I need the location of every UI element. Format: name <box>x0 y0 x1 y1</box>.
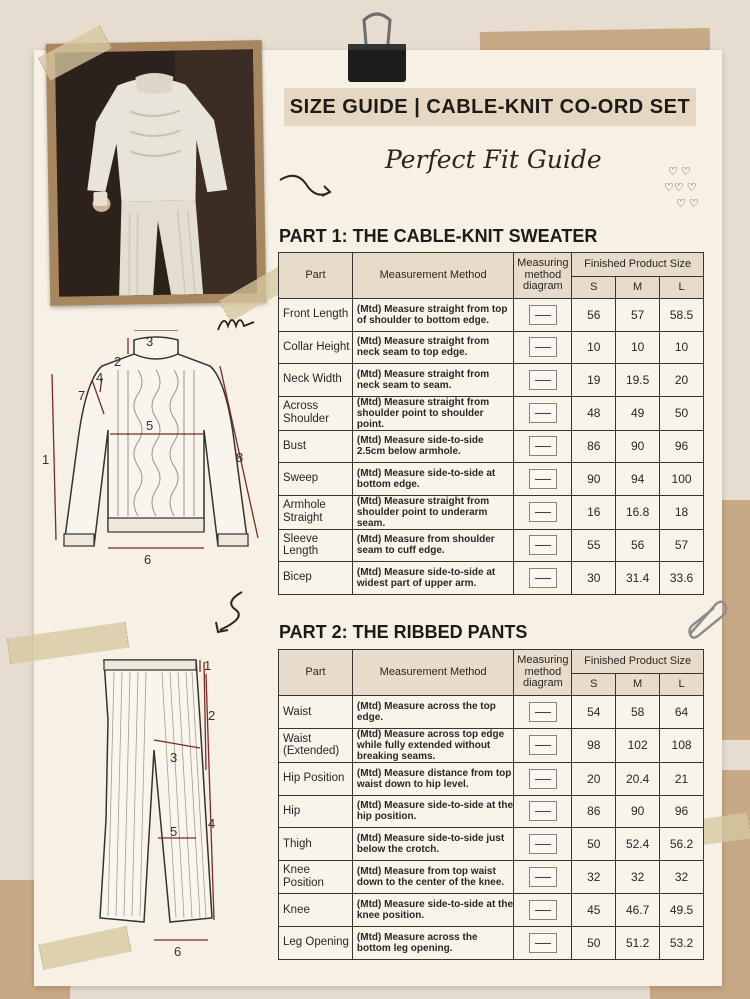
row-size-s: 50 <box>572 828 616 861</box>
row-method: (Mtd) Measure straight from neck seam to seam. <box>352 364 514 397</box>
row-size-m: 58 <box>616 696 660 729</box>
row-part: Bicep <box>279 562 353 595</box>
row-size-s: 98 <box>572 728 616 762</box>
header-part: Part <box>279 253 353 299</box>
row-size-s: 56 <box>572 299 616 332</box>
row-method: (Mtd) Measure across the top edge. <box>352 696 513 729</box>
row-diagram <box>514 562 572 595</box>
measuring-diagram-icon <box>529 535 557 555</box>
row-method: (Mtd) Measure from top waist down to the center of the knee. <box>352 861 513 894</box>
row-part: Leg Opening <box>279 926 353 959</box>
row-size-l: 18 <box>660 495 704 529</box>
table-row <box>279 463 704 496</box>
row-size-s: 48 <box>572 396 616 430</box>
pants-label-4: 4 <box>208 816 216 831</box>
product-photo-frame <box>46 40 267 306</box>
subtitle-script: Perfect Fit Guide <box>385 145 602 174</box>
row-size-m: 102 <box>616 728 660 762</box>
row-size-s: 19 <box>572 364 616 397</box>
row-size-m: 51.2 <box>616 926 660 959</box>
row-diagram <box>514 430 572 463</box>
row-size-l: 33.6 <box>660 562 704 595</box>
row-size-m: 16.8 <box>616 495 660 529</box>
table-row <box>279 562 704 595</box>
header-size-s: S <box>572 277 616 299</box>
measuring-diagram-icon <box>529 900 557 920</box>
row-diagram <box>514 299 572 332</box>
header-finished-size: Finished Product Size <box>572 253 704 277</box>
row-size-s: 45 <box>572 893 616 926</box>
row-part: Hip <box>279 795 353 828</box>
row-size-s: 54 <box>572 696 616 729</box>
pants-label-2: 2 <box>208 708 216 723</box>
header-size-l: L <box>660 674 704 696</box>
header-part: Part <box>279 650 353 696</box>
row-size-l: 50 <box>660 396 704 430</box>
header-finished-size: Finished Product Size <box>572 650 704 674</box>
header-size-m: M <box>616 277 660 299</box>
row-size-s: 32 <box>572 861 616 894</box>
measuring-diagram-icon <box>529 801 557 821</box>
table-row <box>279 828 704 861</box>
row-size-s: 86 <box>572 795 616 828</box>
row-size-l: 21 <box>660 762 704 795</box>
row-size-s: 16 <box>572 495 616 529</box>
pants-label-5: 5 <box>170 824 178 839</box>
row-part: Armhole Straight <box>279 495 353 529</box>
row-size-l: 32 <box>660 861 704 894</box>
row-size-m: 52.4 <box>616 828 660 861</box>
row-part: Thigh <box>279 828 353 861</box>
table-row <box>279 529 704 562</box>
pants-diagram <box>88 650 238 962</box>
measuring-diagram-icon <box>529 502 557 522</box>
measuring-diagram-icon <box>529 769 557 789</box>
sweater-section-title: PART 1: THE CABLE-KNIT SWEATER <box>279 226 598 246</box>
sweater-label-2: 2 <box>114 354 122 369</box>
measuring-diagram-icon <box>529 867 557 887</box>
measuring-diagram-icon <box>529 403 557 423</box>
row-size-l: 96 <box>660 795 704 828</box>
measuring-diagram-icon <box>529 568 557 588</box>
row-method: (Mtd) Measure side-to-side 2.5cm below armhole. <box>352 430 514 463</box>
product-photo <box>55 49 257 296</box>
row-method: (Mtd) Measure from shoulder seam to cuff edge. <box>352 529 514 562</box>
row-size-m: 56 <box>616 529 660 562</box>
row-method: (Mtd) Measure straight from top of shoulder to bottom edge. <box>352 299 514 332</box>
row-part: Knee <box>279 893 353 926</box>
binder-clip-icon <box>344 8 410 82</box>
row-part: Bust <box>279 430 353 463</box>
sweater-label-7: 7 <box>78 388 86 403</box>
row-diagram <box>514 795 572 828</box>
row-part: Waist (Extended) <box>279 728 353 762</box>
row-method: (Mtd) Measure side-to-side at bottom edge. <box>352 463 514 496</box>
row-size-l: 53.2 <box>660 926 704 959</box>
table-row <box>279 762 704 795</box>
measuring-diagram-icon <box>529 735 557 755</box>
sweater-label-6: 6 <box>144 552 152 567</box>
sweater-label-4: 4 <box>96 370 104 385</box>
measuring-diagram-icon <box>529 305 557 325</box>
sweater-label-3: 3 <box>146 334 154 349</box>
row-size-l: 57 <box>660 529 704 562</box>
row-diagram <box>514 926 572 959</box>
row-part: Sweep <box>279 463 353 496</box>
header-method: Measurement Method <box>352 253 514 299</box>
row-size-s: 55 <box>572 529 616 562</box>
row-diagram <box>514 893 572 926</box>
measuring-diagram-icon <box>529 370 557 390</box>
table-row <box>279 893 704 926</box>
row-part: Collar Height <box>279 331 353 364</box>
row-method: (Mtd) Measure straight from shoulder point to underarm seam. <box>352 495 514 529</box>
row-part: Across Shoulder <box>279 396 353 430</box>
table-row <box>279 495 704 529</box>
row-diagram <box>514 728 572 762</box>
row-size-m: 90 <box>616 795 660 828</box>
table-row <box>279 396 704 430</box>
table-row <box>279 861 704 894</box>
row-size-s: 10 <box>572 331 616 364</box>
row-size-m: 32 <box>616 861 660 894</box>
row-method: (Mtd) Measure side-to-side at widest part of upper arm. <box>352 562 514 595</box>
row-diagram <box>514 463 572 496</box>
sweater-label-5: 5 <box>146 418 154 433</box>
row-part: Knee Position <box>279 861 353 894</box>
row-part: Neck Width <box>279 364 353 397</box>
sweater-label-8: 8 <box>236 450 244 465</box>
row-size-l: 49.5 <box>660 893 704 926</box>
table-row <box>279 331 704 364</box>
row-size-l: 56.2 <box>660 828 704 861</box>
header-diagram: Measuring method diagram <box>514 253 572 299</box>
row-size-m: 57 <box>616 299 660 332</box>
row-part: Waist <box>279 696 353 729</box>
table-row <box>279 728 704 762</box>
row-size-l: 10 <box>660 331 704 364</box>
row-size-l: 20 <box>660 364 704 397</box>
row-size-m: 31.4 <box>616 562 660 595</box>
table-row <box>279 926 704 959</box>
row-size-l: 58.5 <box>660 299 704 332</box>
pants-label-3: 3 <box>170 750 178 765</box>
table-row <box>279 696 704 729</box>
row-diagram <box>514 396 572 430</box>
row-size-s: 86 <box>572 430 616 463</box>
row-diagram <box>514 762 572 795</box>
table-row <box>279 795 704 828</box>
table-row <box>279 430 704 463</box>
sweater-size-table <box>278 252 704 595</box>
row-size-l: 100 <box>660 463 704 496</box>
row-size-m: 49 <box>616 396 660 430</box>
row-diagram <box>514 331 572 364</box>
paper-clip-icon <box>680 596 730 642</box>
row-part: Sleeve Length <box>279 529 353 562</box>
row-diagram <box>514 696 572 729</box>
row-method: (Mtd) Measure across the bottom leg opening. <box>352 926 513 959</box>
row-size-s: 30 <box>572 562 616 595</box>
row-size-m: 19.5 <box>616 364 660 397</box>
pants-section-title: PART 2: THE RIBBED PANTS <box>279 622 528 642</box>
row-size-l: 96 <box>660 430 704 463</box>
measuring-diagram-icon <box>529 933 557 953</box>
header-diagram: Measuring method diagram <box>514 650 572 696</box>
row-diagram <box>514 861 572 894</box>
row-size-s: 20 <box>572 762 616 795</box>
measuring-diagram-icon <box>529 469 557 489</box>
header-size-m: M <box>616 674 660 696</box>
pants-label-1: 1 <box>204 658 212 673</box>
row-size-m: 94 <box>616 463 660 496</box>
row-diagram <box>514 364 572 397</box>
row-size-l: 64 <box>660 696 704 729</box>
pants-label-6: 6 <box>174 944 182 959</box>
page-title: SIZE GUIDE | CABLE-KNIT CO-ORD SET <box>289 95 691 118</box>
svg-text:♡ ♡: ♡ ♡ <box>668 166 691 178</box>
table-row <box>279 299 704 332</box>
row-diagram <box>514 529 572 562</box>
measuring-diagram-icon <box>529 834 557 854</box>
row-diagram <box>514 828 572 861</box>
row-size-m: 90 <box>616 430 660 463</box>
row-part: Front Length <box>279 299 353 332</box>
row-method: (Mtd) Measure side-to-side at the hip position. <box>352 795 513 828</box>
svg-text:♡♡ ♡: ♡♡ ♡ <box>664 182 697 194</box>
measuring-diagram-icon <box>529 702 557 722</box>
row-size-m: 20.4 <box>616 762 660 795</box>
measuring-diagram-icon <box>529 436 557 456</box>
model-illustration <box>55 49 257 296</box>
row-method: (Mtd) Measure side-to-side just below the crotch. <box>352 828 513 861</box>
row-diagram <box>514 495 572 529</box>
row-part: Hip Position <box>279 762 353 795</box>
sweater-diagram <box>38 330 278 578</box>
hearts-doodle-icon <box>662 155 722 215</box>
pants-size-table <box>278 649 704 960</box>
row-size-l: 108 <box>660 728 704 762</box>
title-band <box>284 88 696 126</box>
header-method: Measurement Method <box>352 650 513 696</box>
header-size-l: L <box>660 277 704 299</box>
row-method: (Mtd) Measure straight from shoulder point to shoulder point. <box>352 396 514 430</box>
row-size-m: 46.7 <box>616 893 660 926</box>
svg-text:♡ ♡: ♡ ♡ <box>676 198 699 210</box>
row-method: (Mtd) Measure across top edge while fully extended without breaking seams. <box>352 728 513 762</box>
arrow-doodle-icon <box>276 170 336 204</box>
header-size-s: S <box>572 674 616 696</box>
row-method: (Mtd) Measure distance from top waist down to hip level. <box>352 762 513 795</box>
row-method: (Mtd) Measure straight from neck seam to top edge. <box>352 331 514 364</box>
row-size-s: 50 <box>572 926 616 959</box>
measuring-diagram-icon <box>529 337 557 357</box>
row-size-m: 10 <box>616 331 660 364</box>
arrow-down-doodle-icon <box>206 588 250 638</box>
sweater-label-1: 1 <box>42 452 50 467</box>
table-row <box>279 364 704 397</box>
row-method: (Mtd) Measure side-to-side at the knee position. <box>352 893 513 926</box>
row-size-s: 90 <box>572 463 616 496</box>
